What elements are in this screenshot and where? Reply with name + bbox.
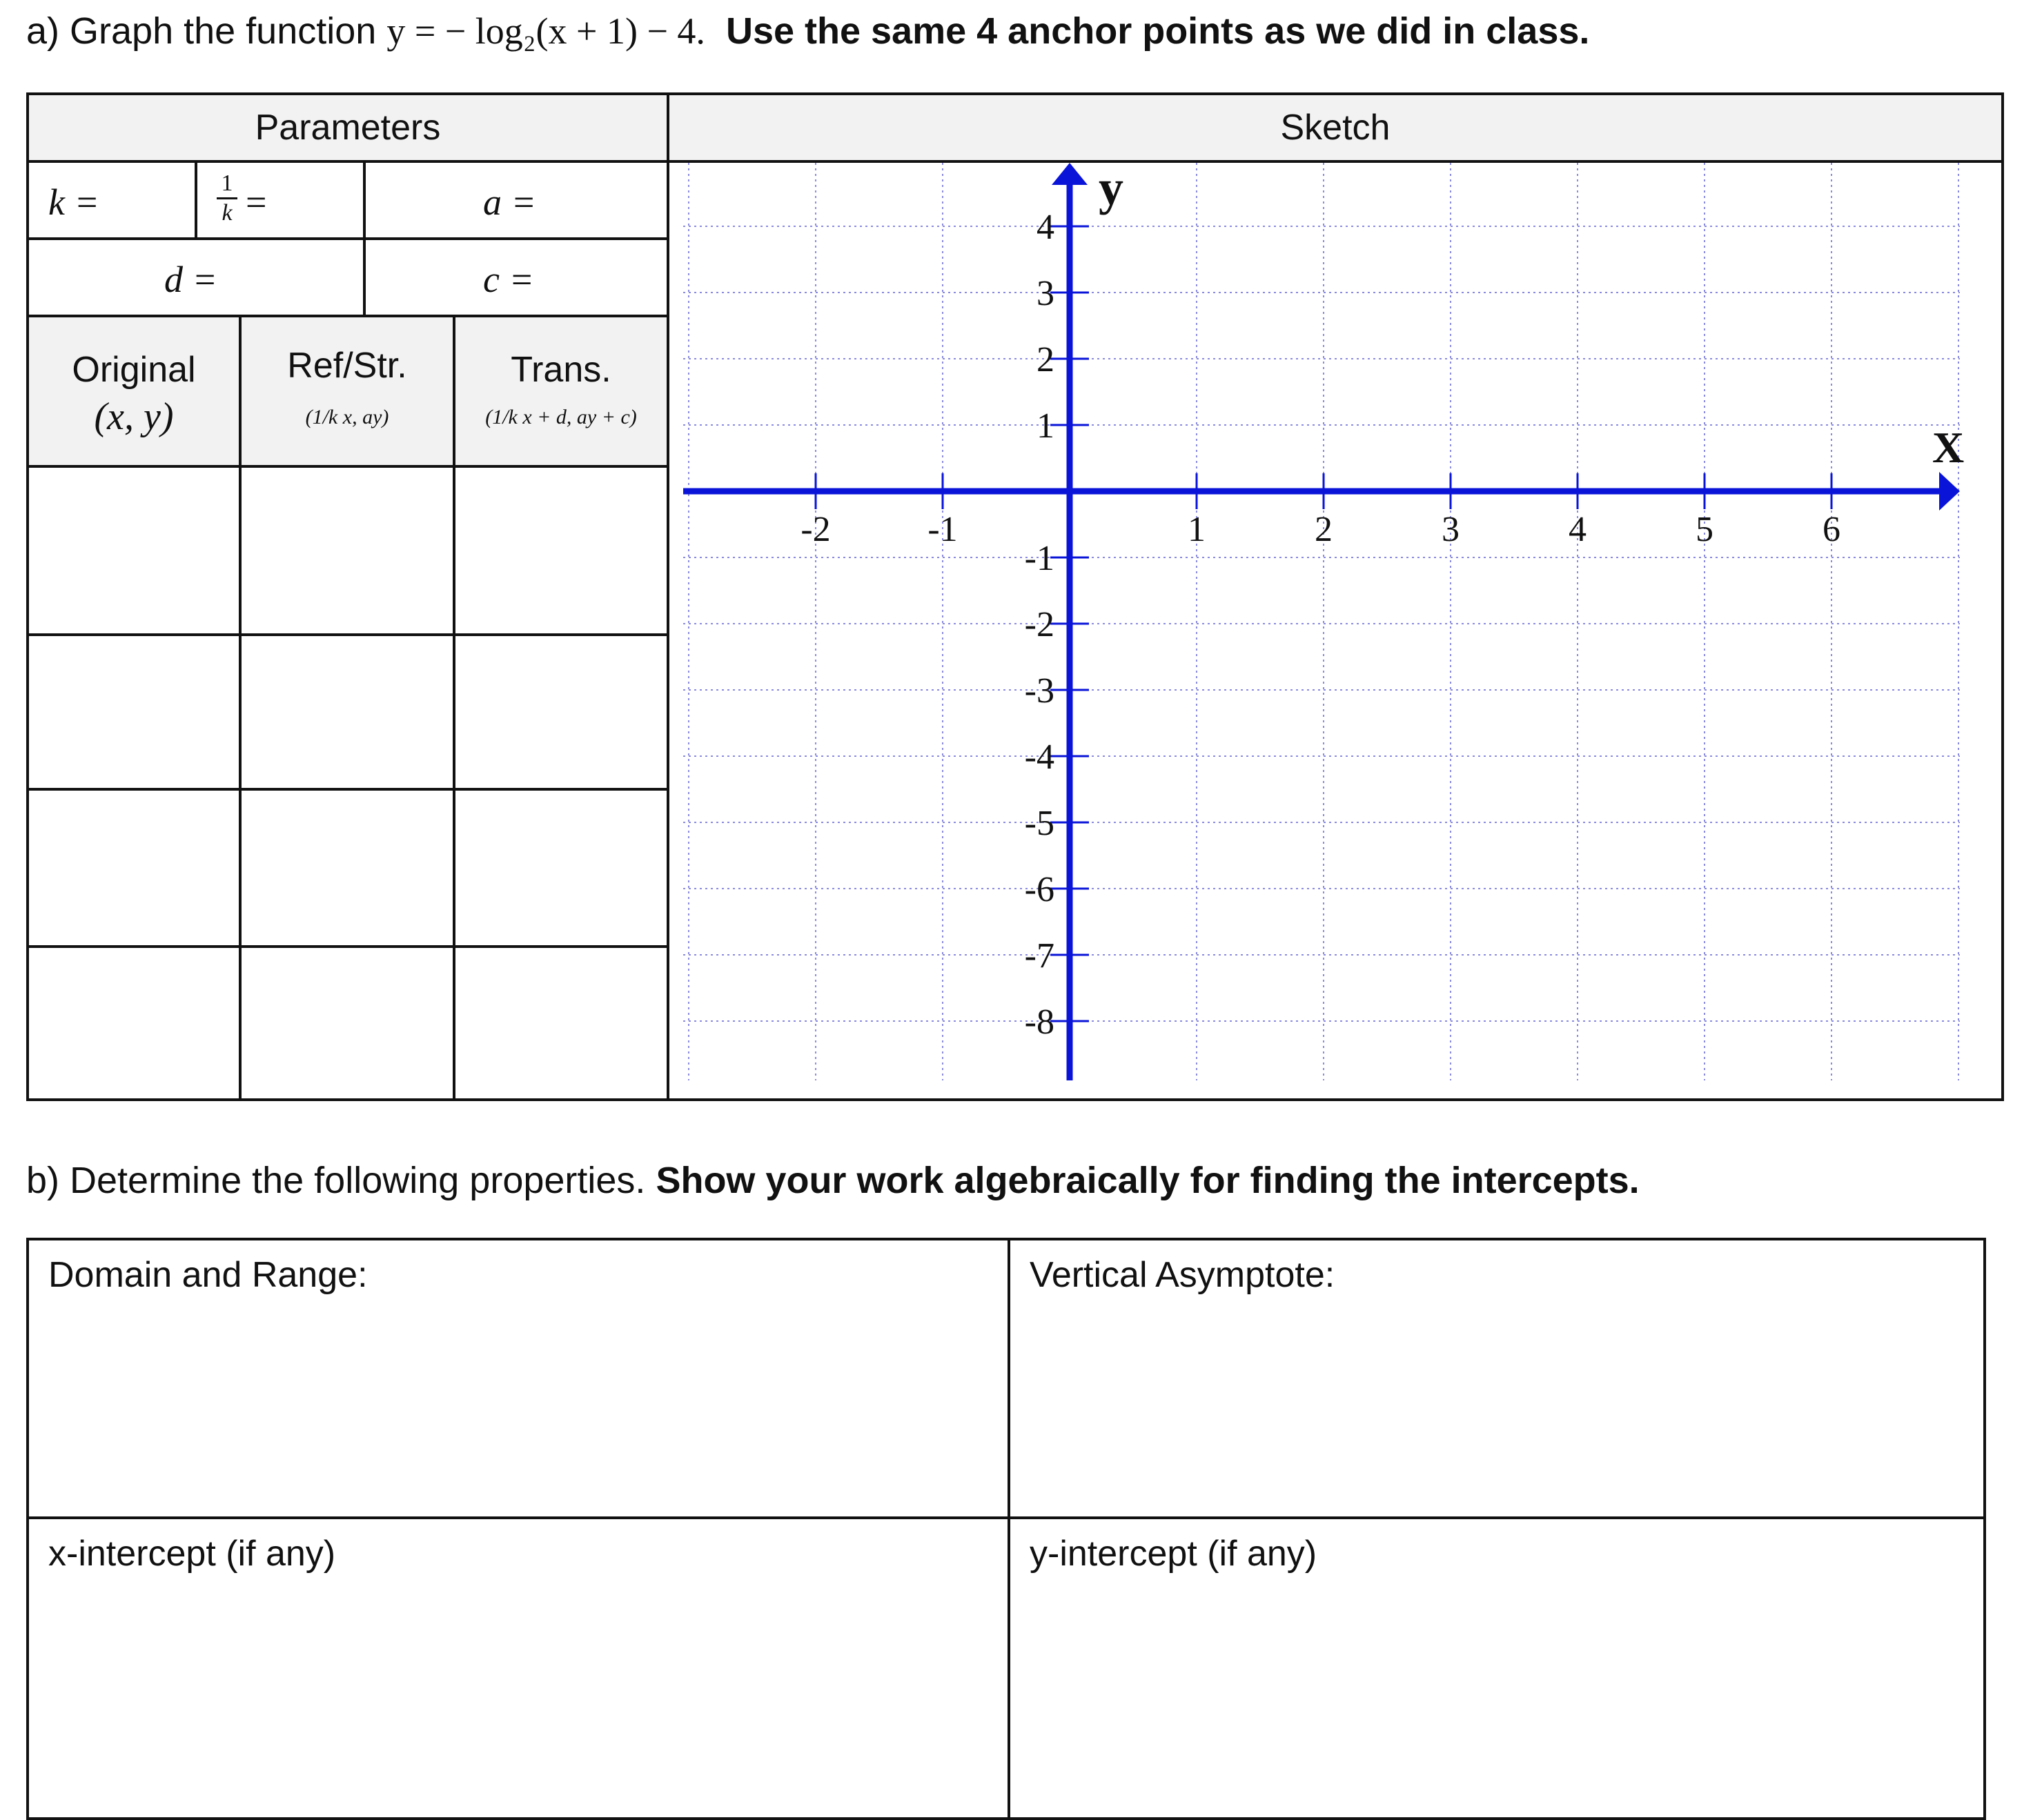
- part-a-prefix: a) Graph the function: [26, 10, 387, 52]
- y-tick-label: 1: [1037, 406, 1054, 446]
- c-label: c =: [483, 259, 534, 300]
- y-tick-label: -1: [1024, 539, 1054, 578]
- c-cell[interactable]: [363, 237, 669, 317]
- table-cell-r2-refstr[interactable]: [239, 633, 455, 791]
- y-axis-label: y: [1099, 163, 1123, 215]
- y-tick-label: -8: [1024, 1002, 1054, 1042]
- refstr-header-text: Ref/Str.: [287, 346, 407, 386]
- axes: [683, 163, 1960, 1080]
- a-cell[interactable]: [363, 160, 669, 240]
- refstr-header-sub: (1/k x, ay): [305, 406, 389, 428]
- domain-range-label: Domain and Range:: [48, 1255, 368, 1295]
- part-b-prefix: b) Determine the following properties.: [26, 1160, 656, 1201]
- y-tick-label: 3: [1037, 274, 1054, 313]
- y-intercept-label: y-intercept (if any): [1030, 1534, 1317, 1574]
- table-cell-r2-trans[interactable]: [453, 633, 669, 791]
- sketch-header-text: Sketch: [1280, 108, 1391, 148]
- y-tick-label: 4: [1037, 208, 1054, 247]
- x-intercept-label: x-intercept (if any): [48, 1534, 336, 1574]
- parameters-header-text: Parameters: [255, 108, 441, 148]
- x-tick-label: -1: [927, 510, 958, 549]
- table-cell-r2-original[interactable]: [26, 633, 242, 791]
- table-cell-r3-refstr[interactable]: [239, 788, 455, 948]
- y-tick-label: -6: [1024, 870, 1054, 909]
- x-tick-label: 2: [1315, 510, 1333, 549]
- table-cell-r4-original[interactable]: [26, 945, 242, 1101]
- x-tick-label: 3: [1442, 510, 1460, 549]
- vertical-asymptote-label: Vertical Asymptote:: [1030, 1255, 1335, 1295]
- x-tick-label: 4: [1569, 510, 1587, 549]
- coordinate-grid[interactable]: [669, 163, 2001, 1098]
- fraction-denominator: k: [222, 200, 233, 226]
- sketch-header: [667, 92, 2004, 163]
- x-axis-arrowhead: [1939, 472, 1960, 511]
- trans-header-text: Trans.: [511, 350, 611, 390]
- k-label: k =: [48, 181, 99, 223]
- one-over-k-cell[interactable]: [195, 160, 366, 240]
- x-tick-label: 5: [1696, 510, 1713, 549]
- refstr-column-header: [239, 315, 455, 468]
- x-tick-label: 6: [1823, 510, 1840, 549]
- table-cell-r1-refstr[interactable]: [239, 465, 455, 636]
- trans-header-sub: (1/k x + d, ay + c): [485, 406, 637, 428]
- original-column-header: [26, 315, 242, 468]
- grid-lines: [683, 163, 1960, 1080]
- trans-column-header: [453, 315, 669, 468]
- k-cell[interactable]: [26, 160, 197, 240]
- table-cell-r1-trans[interactable]: [453, 465, 669, 636]
- y-axis-arrowhead: [1052, 163, 1088, 185]
- y-tick-label: -4: [1024, 738, 1054, 777]
- one-over-k-equals: =: [246, 181, 267, 223]
- y-tick-label: -3: [1024, 671, 1054, 711]
- part-a-heading: [26, 10, 1589, 52]
- y-tick-label: -7: [1024, 936, 1054, 976]
- original-header-text: Original: [72, 350, 196, 390]
- y-tick-label: 2: [1037, 340, 1054, 379]
- y-tick-label: -2: [1024, 605, 1054, 644]
- d-label: d =: [164, 259, 217, 300]
- vertical-asymptote-box[interactable]: [1008, 1238, 1986, 1519]
- part-a-instruction: Use the same 4 anchor points as we did in class.: [725, 10, 1590, 52]
- x-tick-label: -2: [801, 510, 831, 549]
- tick-labels: [801, 163, 1964, 1042]
- fraction-bar: [217, 197, 237, 199]
- one-over-k-fraction: [217, 171, 237, 226]
- part-b-instruction: Show your work algebraically for finding the intercepts.: [656, 1160, 1640, 1201]
- table-cell-r4-refstr[interactable]: [239, 945, 455, 1101]
- d-cell[interactable]: [26, 237, 366, 317]
- parameters-header: [26, 92, 669, 163]
- table-cell-r1-original[interactable]: [26, 465, 242, 636]
- table-cell-r3-original[interactable]: [26, 788, 242, 948]
- domain-range-box[interactable]: [26, 1238, 1010, 1519]
- y-tick-label: -5: [1024, 804, 1054, 843]
- x-axis-label: X: [1932, 423, 1965, 472]
- x-tick-label: 1: [1188, 510, 1206, 549]
- table-cell-r4-trans[interactable]: [453, 945, 669, 1101]
- a-label: a =: [483, 181, 536, 223]
- fraction-numerator: 1: [221, 170, 233, 196]
- original-header-sub: (x, y): [94, 395, 174, 438]
- x-intercept-box[interactable]: [26, 1516, 1010, 1820]
- sketch-area[interactable]: [667, 160, 2004, 1101]
- y-intercept-box[interactable]: [1008, 1516, 1986, 1820]
- table-cell-r3-trans[interactable]: [453, 788, 669, 948]
- function-equation: y = − log₂(x + 1) − 4.: [386, 10, 705, 52]
- part-b-heading: [26, 1159, 1640, 1202]
